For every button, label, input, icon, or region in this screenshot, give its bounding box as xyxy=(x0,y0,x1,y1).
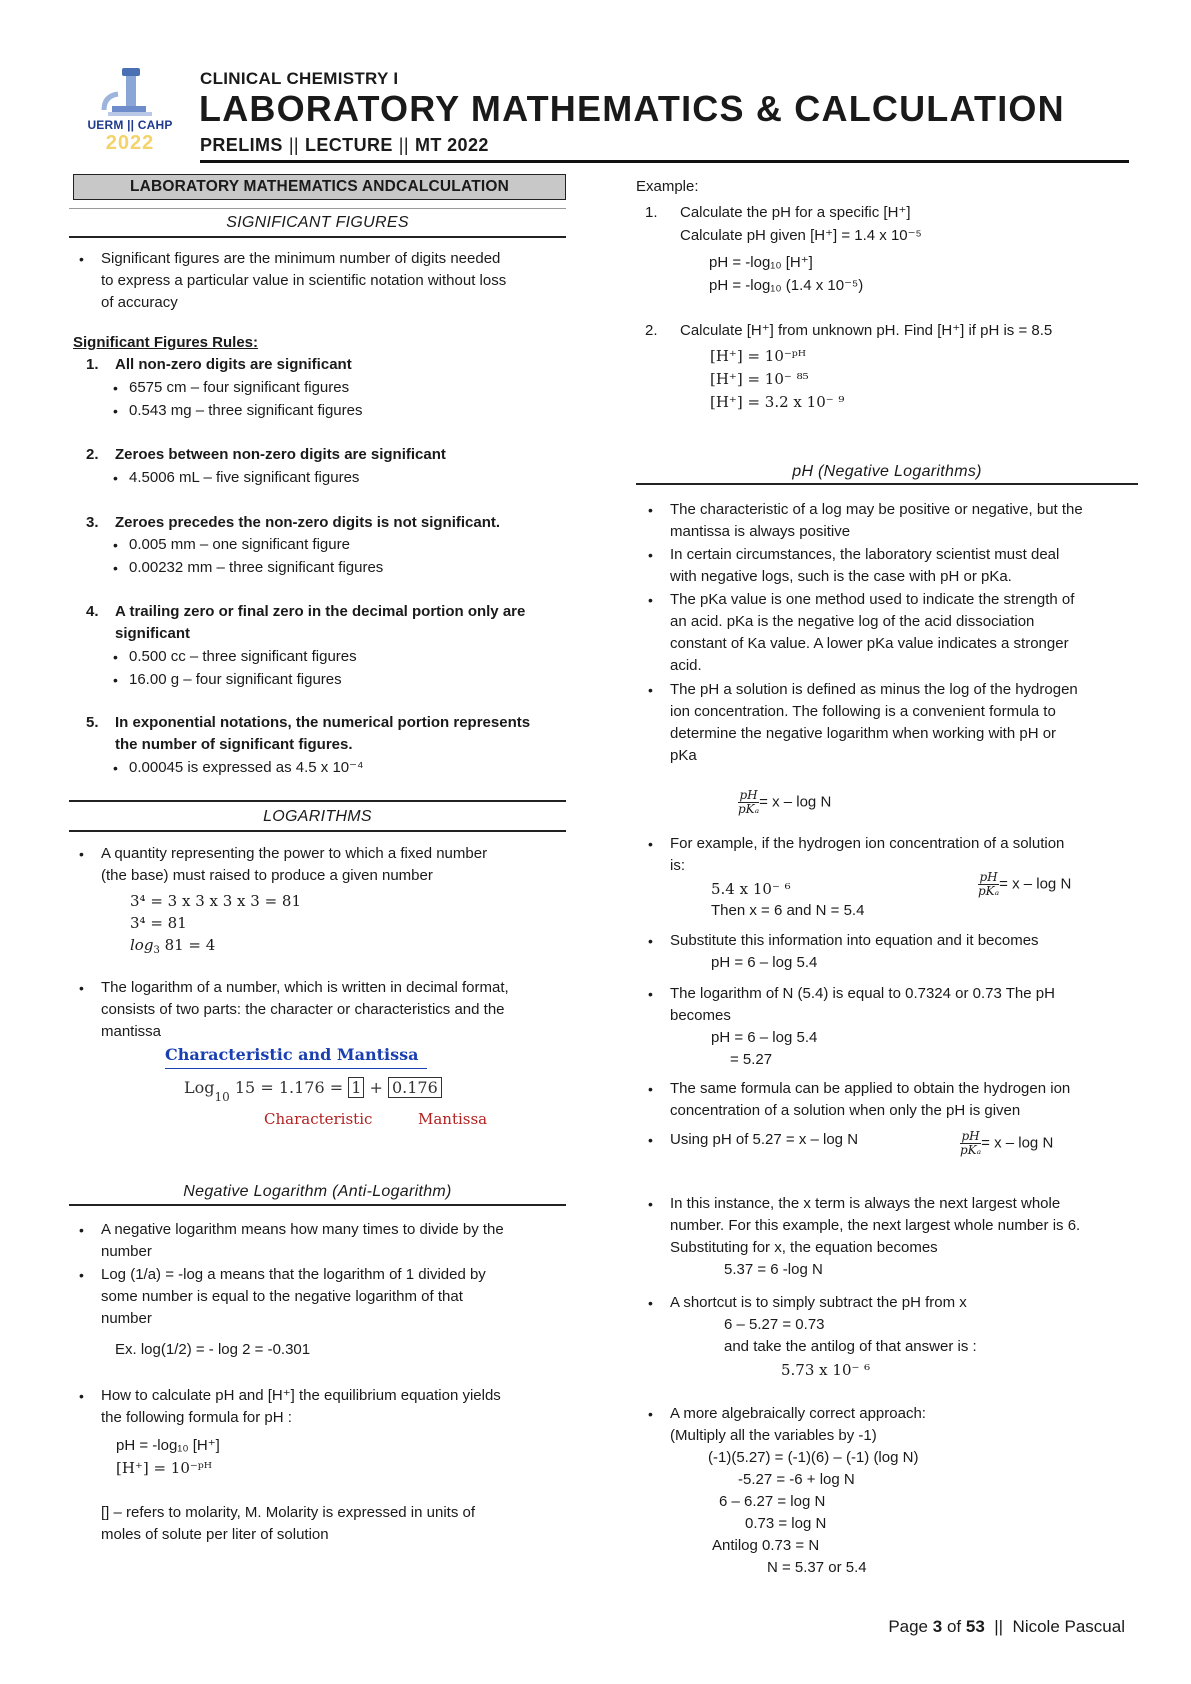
ph-para-line: an acid. pKa is the negative log of the acid dissociation xyxy=(670,613,1035,630)
logo-year: 2022 xyxy=(105,132,155,154)
example-line: [H⁺] = 3.2 x 10⁻ ⁹ xyxy=(710,393,845,411)
ph-para-line: -5.27 = -6 + log N xyxy=(738,1471,855,1488)
rule-example: • 0.500 cc – three significant figures xyxy=(129,646,357,668)
meta-lecture: LECTURE xyxy=(304,135,393,155)
example-line: pH = -log₁₀ (1.4 x 10⁻⁵) xyxy=(709,277,864,294)
divider xyxy=(69,1204,566,1206)
rule-number: 4. xyxy=(86,603,99,620)
rule-example: • 16.00 g – four significant figures xyxy=(129,669,342,691)
ph-para-line: pH = 6 – log 5.4 xyxy=(711,954,818,971)
rule-number: 2. xyxy=(86,446,99,463)
page-label: Page xyxy=(888,1617,929,1636)
ph-para-line: acid. xyxy=(670,657,702,674)
ph-fraction xyxy=(738,789,759,816)
figure-characteristic-box: 1 xyxy=(348,1077,364,1098)
logo-text: UERM || CAHP xyxy=(87,118,173,132)
rules-heading: Significant Figures Rules: xyxy=(73,334,259,351)
figure-characteristic-label: Characteristic xyxy=(264,1110,373,1128)
ph-para-line: • The same formula can be applied to obtain the hydrogen ion xyxy=(670,1078,1070,1100)
ph-para-line: 6 – 5.27 = 0.73 xyxy=(724,1316,825,1333)
example-line: Calculate pH given [H⁺] = 1.4 x 10⁻⁵ xyxy=(680,227,922,244)
rule-text: A trailing zero or final zero in the decimal portion only are xyxy=(115,603,526,620)
ph-para-line: • The pH a solution is defined as minus the log of the hydrogen xyxy=(670,679,1078,701)
frac-denominator: pKₐ xyxy=(738,802,760,816)
example-line: Calculate the pH for a specific [H⁺] xyxy=(680,204,911,221)
example-line: Calculate [H⁺] from unknown pH. Find [H⁺] if pH is = 8.5 xyxy=(680,322,1053,339)
rule-example: • 0.543 mg – three significant figures xyxy=(129,400,362,422)
ph-para-line: (-1)(5.27) = (-1)(6) – (-1) (log N) xyxy=(708,1449,919,1466)
page-number: 3 xyxy=(932,1617,943,1636)
sig-def-line: of accuracy xyxy=(101,294,178,311)
ph-para-line: = 5.27 xyxy=(730,1051,773,1068)
ph-para-line: Substituting for x, the equation becomes xyxy=(670,1239,938,1256)
rule-text: Zeroes precedes the non-zero digits is not significant. xyxy=(115,514,501,531)
figure-log: Log xyxy=(184,1078,215,1097)
page-title: LABORATORY MATHEMATICS & CALCULATION xyxy=(199,88,1065,129)
rule-number: 5. xyxy=(86,714,99,731)
formula-rhs: = x – log N xyxy=(981,1134,1054,1152)
ph-example-value: Then x = 6 and N = 5.4 xyxy=(711,902,865,919)
section-heading-ph: pH (Negative Logarithms) xyxy=(792,463,982,480)
divider xyxy=(636,483,1138,485)
subject-label: CLINICAL CHEMISTRY I xyxy=(200,69,399,88)
frac-denominator: pKₐ xyxy=(978,884,1000,898)
ph-para-line: • In certain circumstances, the laboratory scientist must deal xyxy=(670,544,1059,566)
example-number: 2. xyxy=(645,322,658,339)
section-heading-logarithms: LOGARITHMS xyxy=(263,808,372,825)
rule-text: In exponential notations, the numerical portion represents xyxy=(115,714,531,731)
neg-para-line: • A negative logarithm means how many times to divide by the xyxy=(101,1219,504,1241)
ph-para-line: ion concentration. The following is a convenient formula to xyxy=(670,703,1056,720)
meta-prelims: PRELIMS xyxy=(200,135,283,155)
rule-example: • 0.005 mm – one significant figure xyxy=(129,534,350,556)
ph-para-line: determine the negative logarithm when working with pH or xyxy=(670,725,1057,742)
neg-para-line: • How to calculate pH and [H⁺] the equilibrium equation yields xyxy=(101,1385,501,1407)
molarity-line: [] – refers to molarity, M. Molarity is expressed in units of xyxy=(101,1504,476,1521)
ph-para-line: • In this instance, the x term is always the next largest whole xyxy=(670,1193,1060,1215)
figure-base: 10 xyxy=(214,1090,230,1104)
neg-para-line: number xyxy=(101,1243,152,1260)
section-heading-sig-figs: SIGNIFICANT FIGURES xyxy=(226,214,409,231)
example-line: pH = -log₁₀ [H⁺] xyxy=(709,254,813,271)
log-def-line: (the base) must raised to produce a given number xyxy=(101,867,433,884)
ph-para-line: 5.73 x 10⁻ ⁶ xyxy=(781,1361,871,1379)
formula-rhs: = x – log N xyxy=(759,793,832,811)
rule-number: 1. xyxy=(86,356,99,373)
figure-equation xyxy=(184,1078,442,1104)
example-line: [H⁺] = 10⁻ ⁸⁵ xyxy=(710,370,809,388)
example-line: [H⁺] = 10⁻ᵖᴴ xyxy=(710,347,807,365)
rule-example: • 0.00045 is expressed as 4.5 x 10⁻⁴ xyxy=(129,757,364,779)
log-para-line: consists of two parts: the character or characteristics and the xyxy=(101,1001,505,1018)
ph-formula xyxy=(978,871,1071,898)
log-rhs: 81 = 4 xyxy=(159,936,216,954)
sig-def-line: • Significant figures are the minimum number of digits needed xyxy=(101,248,500,270)
log-base: 3 xyxy=(153,945,160,956)
ph-para-line: pKa xyxy=(670,747,697,764)
meta-year: 2022 xyxy=(447,135,489,155)
h-formula: [H⁺] = 10⁻ᵖᴴ xyxy=(116,1459,213,1477)
log-equation: 3⁴ = 3 x 3 x 3 x 3 = 81 xyxy=(130,892,302,910)
log-def-line: • A quantity representing the power to which a fixed number xyxy=(101,843,487,865)
ph-para-line: number. For this example, the next largest whole number is 6. xyxy=(670,1217,1081,1234)
ph-para-line: is: xyxy=(670,857,685,874)
ph-para-line: 6 – 6.27 = log N xyxy=(719,1493,826,1510)
figure-title-underline xyxy=(165,1068,427,1069)
log-word: log xyxy=(130,936,154,954)
ph-example-value: 5.4 x 10⁻ ⁶ xyxy=(711,880,791,898)
ph-para-line: Antilog 0.73 = N xyxy=(712,1537,820,1554)
frac-denominator: pKₐ xyxy=(960,1143,982,1157)
author-name: Nicole Pascual xyxy=(1012,1617,1125,1636)
ph-formula xyxy=(738,789,831,816)
rule-text: the number of significant figures. xyxy=(115,736,353,753)
neg-para-line: the following formula for pH : xyxy=(101,1409,292,1426)
divider xyxy=(69,830,566,832)
frac-numerator: pH xyxy=(979,870,998,884)
log-equation: 3⁴ = 81 xyxy=(130,914,187,932)
divider xyxy=(69,236,566,238)
page-footer xyxy=(888,1617,1125,1637)
ph-para-line: with negative logs, such is the case with pH or pKa. xyxy=(670,568,1012,585)
rule-text: significant xyxy=(115,625,191,642)
ph-para-line: becomes xyxy=(670,1007,731,1024)
rule-text: All non-zero digits are significant xyxy=(115,356,352,373)
neg-para-line: number xyxy=(101,1310,152,1327)
figure-title: Characteristic and Mantissa xyxy=(165,1045,419,1064)
rule-text: Zeroes between non-zero digits are significant xyxy=(115,446,446,463)
ph-para-line: • For example, if the hydrogen ion concentration of a solution xyxy=(670,833,1064,855)
neg-para-line: some number is equal to the negative logarithm of that xyxy=(101,1288,463,1305)
header-meta: PRELIMS || LECTURE || MT 2022 xyxy=(200,135,489,155)
log-equation xyxy=(130,934,215,956)
ph-formula xyxy=(960,1130,1053,1157)
rule-example: • 4.5006 mL – five significant figures xyxy=(129,467,359,489)
ph-para-line: mantissa is always positive xyxy=(670,523,851,540)
example-number: 1. xyxy=(645,204,658,221)
meta-mt: MT xyxy=(414,135,442,155)
figure-mantissa-box: 0.176 xyxy=(388,1077,442,1098)
ph-para-line: constant of Ka value. A lower pKa value indicates a stronger xyxy=(670,635,1069,652)
ph-para-line: (Multiply all the variables by -1) xyxy=(670,1427,877,1444)
ph-para-line: pH = 6 – log 5.4 xyxy=(711,1029,818,1046)
rule-example: • 6575 cm – four significant figures xyxy=(129,377,349,399)
rule-example: • 0.00232 mm – three significant figures xyxy=(129,557,383,579)
ph-para-line: • The logarithm of N (5.4) is equal to 0.7324 or 0.73 The pH xyxy=(670,983,1055,1005)
ph-fraction xyxy=(960,1130,981,1157)
ph-fraction xyxy=(978,871,999,898)
ph-para-line: • The characteristic of a log may be positive or negative, but the xyxy=(670,499,1083,521)
ph-para-line: 5.37 = 6 -log N xyxy=(724,1261,823,1278)
figure-mantissa-label: Mantissa xyxy=(418,1110,488,1128)
divider xyxy=(69,208,566,209)
log-para-line: • The logarithm of a number, which is written in decimal format, xyxy=(101,977,509,999)
sig-def-line: to express a particular value in scientific notation without loss xyxy=(101,272,507,289)
ph-para-line: concentration of a solution when only the pH is given xyxy=(670,1102,1021,1119)
figure-expr: 15 = 1.176 = xyxy=(234,1078,344,1097)
ph-para-line: • Substitute this information into equation and it becomes xyxy=(670,930,1039,952)
footer-separator: || xyxy=(994,1617,1004,1636)
page-total: 53 xyxy=(965,1617,985,1636)
ph-para-line: and take the antilog of that answer is : xyxy=(724,1338,977,1355)
header-divider xyxy=(200,160,1129,163)
ph-para-line: • A shortcut is to simply subtract the pH from x xyxy=(670,1292,967,1314)
molarity-line: moles of solute per liter of solution xyxy=(101,1526,329,1543)
of-label: of xyxy=(946,1617,962,1636)
rule-number: 3. xyxy=(86,514,99,531)
ph-para-line: • A more algebraically correct approach: xyxy=(670,1403,926,1425)
neg-example: Ex. log(1/2) = - log 2 = -0.301 xyxy=(115,1341,311,1358)
divider xyxy=(69,800,566,802)
section-heading-negative-log: Negative Logarithm (Anti-Logarithm) xyxy=(183,1183,452,1200)
neg-para-line: • Log (1/a) = -log a means that the logarithm of 1 divided by xyxy=(101,1264,486,1286)
ph-para-line: 0.73 = log N xyxy=(745,1515,827,1532)
section-banner: LABORATORY MATHEMATICS ANDCALCULATION xyxy=(73,174,566,200)
frac-numerator: pH xyxy=(961,1129,980,1143)
log-para-line: mantissa xyxy=(101,1023,162,1040)
ph-para-line: N = 5.37 or 5.4 xyxy=(767,1559,867,1576)
formula-rhs: = x – log N xyxy=(999,875,1072,893)
ph-para-line: • The pKa value is one method used to indicate the strength of xyxy=(670,589,1074,611)
example-label: Example: xyxy=(636,178,699,195)
ph-formula: pH = -log₁₀ [H⁺] xyxy=(116,1437,220,1454)
ph-para-line: • Using pH of 5.27 = x – log N xyxy=(670,1129,858,1151)
frac-numerator: pH xyxy=(739,788,758,802)
figure-plus: + xyxy=(369,1078,383,1097)
